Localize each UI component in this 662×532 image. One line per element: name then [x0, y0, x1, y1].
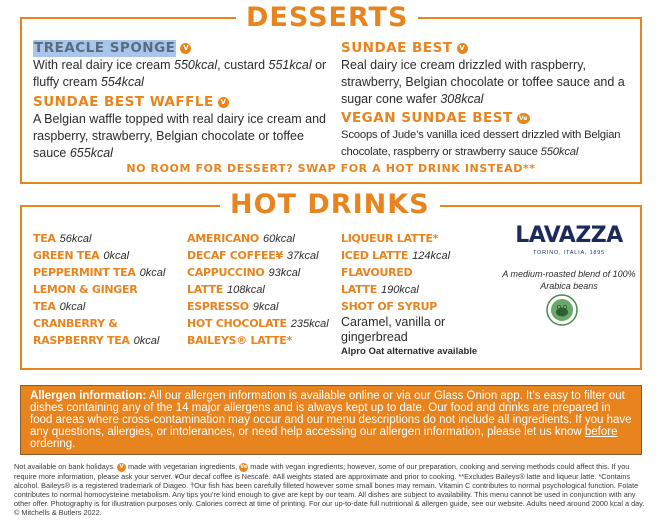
desserts-heading: DESSERTS — [236, 3, 418, 33]
allergen-heading: Allergen information: — [30, 390, 147, 402]
item-description: Scoops of Jude’s vanilla iced dessert drizzled with Belgian chocolate, raspberry or strawberry sauce 550kcal — [341, 129, 621, 158]
hot-drinks-heading: HOT DRINKS — [220, 190, 440, 220]
drink-item: PEPPERMINT TEA 0kcal — [33, 266, 166, 279]
vegetarian-badge-icon: V — [180, 43, 191, 54]
no-room-for-dessert-note: NO ROOM FOR DESSERT? SWAP FOR A HOT DRINK INSTEAD** — [126, 162, 536, 175]
drink-item: LATTE 108kcal — [187, 283, 265, 296]
drink-item: BAILEYS® LATTE* — [187, 334, 292, 347]
vegetarian-badge-icon: V — [218, 97, 229, 108]
vegan-badge-icon: Ve — [517, 113, 530, 124]
drink-item: CAPPUCCINO 93kcal — [187, 266, 301, 279]
menu-item-sundae-best — [341, 40, 631, 108]
drink-item: ICED LATTE 124kcal — [341, 249, 451, 262]
vegan-badge-icon: Ve — [240, 463, 248, 470]
lavazza-tagline: TORINO, ITALIA, 1895 — [532, 250, 606, 256]
allergen-information-box: Allergen information: All our allergen information is available online or via our Glass Onion app. It’s easy to filter out dishes containing any of the 14 major allergens and is always kept up to date. Our food and drinks are prepared in food areas where cross-contamination may occur and our menu descriptions do not include all ingredients. If you have any questions, allergies, or intolerances, or need help accessing our allergen information, please let us know before ordering. — [20, 385, 642, 455]
drink-item: AMERICANO 60kcal — [187, 232, 295, 245]
drink-item: CRANBERRY & — [33, 317, 118, 330]
lavazza-blend-note: A medium-roasted blend of 100% Arabica beans — [502, 269, 636, 291]
item-description: A Belgian waffle topped with real dairy ice cream and raspberry, strawberry, Belgian chocolate or toffee sauce 655kcal — [33, 112, 326, 160]
alpro-oat-note: Alpro Oat alternative available — [341, 346, 478, 357]
syrup-description: Caramel, vanilla or gingerbread — [341, 315, 446, 344]
drink-item: ESPRESSO 9kcal — [187, 300, 279, 313]
item-name: SUNDAE BEST — [341, 40, 453, 56]
item-name: TREACLE SPONGE — [34, 40, 176, 56]
drink-item: LEMON & GINGER — [33, 283, 138, 296]
drink-item: SHOT OF SYRUP — [341, 300, 437, 313]
rainforest-alliance-frog-icon — [546, 294, 578, 326]
drink-item: TEA 0kcal — [33, 300, 86, 313]
drink-item: GREEN TEA 0kcal — [33, 249, 130, 262]
item-name: SUNDAE BEST WAFFLE — [33, 94, 214, 110]
drink-item: DECAF COFFEE¥ 37kcal — [187, 249, 319, 262]
menu-item-vegan-sundae-best — [341, 110, 631, 161]
drinks-column-teas — [33, 230, 183, 349]
drink-item: LIQUEUR LATTE* — [341, 232, 439, 245]
drink-item: HOT CHOCOLATE 235kcal — [187, 317, 329, 330]
drink-item: TEA 56kcal — [33, 232, 92, 245]
vegetarian-badge-icon: V — [117, 463, 126, 472]
menu-item-sundae-best-waffle — [33, 94, 333, 162]
drinks-column-coffees — [187, 230, 337, 349]
footer-disclaimer: Not available on bank holidays. V made with vegetarian ingredients, Ve made with vegan ingredients; however, some of our preparation, cooking and serving methods could affect this. If you require more information, please ask your server. ¥Our decaf coffee is Nescafé. #All weights stated are approximate and prior to cooking. **Excludes Baileys® latte and liqueur latte. *Contains alcohol. Baileys® is a registered trademark of Diageo. †Our fish has been carefully filleted however some small bones may remain. Vitamin C contributes to normal psychological function. Folate contributes to normal homocysteine metabolism. Any tips you’re kind enough to give are kept by our team. All dishes are subject to availability. This menu cannot be used in conjunction with any other offer. Photography is for illustration purposes only. Calories correct at time of printing. For our up-to-date full nutritional & allergen guide, see our website. Adults need around 2000 kcal a day. © Mitchells & Butlers 2022. — [14, 462, 645, 518]
drinks-column-lattes — [341, 230, 491, 345]
item-description: With real dairy ice cream 550kcal, custard 551kcal or fluffy cream 554kcal — [33, 58, 327, 89]
drink-item: FLAVOURED — [341, 266, 413, 279]
vegetarian-badge-icon: V — [457, 43, 468, 54]
item-name: VEGAN SUNDAE BEST — [341, 110, 513, 126]
before-emphasis: before — [584, 426, 618, 438]
drink-item: RASPBERRY TEA 0kcal — [33, 334, 160, 347]
item-description: Real dairy ice cream drizzled with raspberry, strawberry, Belgian chocolate or toffee sauce and a sugar cone wafer 308kcal — [341, 58, 625, 106]
allergen-text: All our allergen information is available online or via our Glass Onion app. It’s easy to filter out dishes containing any of the 14 major allergens and is always kept up to date. Our food and drinks are prepared in food areas where cross-contamination may occur and our menu descriptions do not include all ingredients. If you have any questions, allergies, or intolerances, or need help accessing our allergen information, please let us know — [30, 390, 632, 438]
drink-item: LATTE 190kcal — [341, 283, 419, 296]
lavazza-logo: LAVAZZA — [515, 223, 623, 248]
menu-item-treacle-sponge — [33, 40, 333, 91]
